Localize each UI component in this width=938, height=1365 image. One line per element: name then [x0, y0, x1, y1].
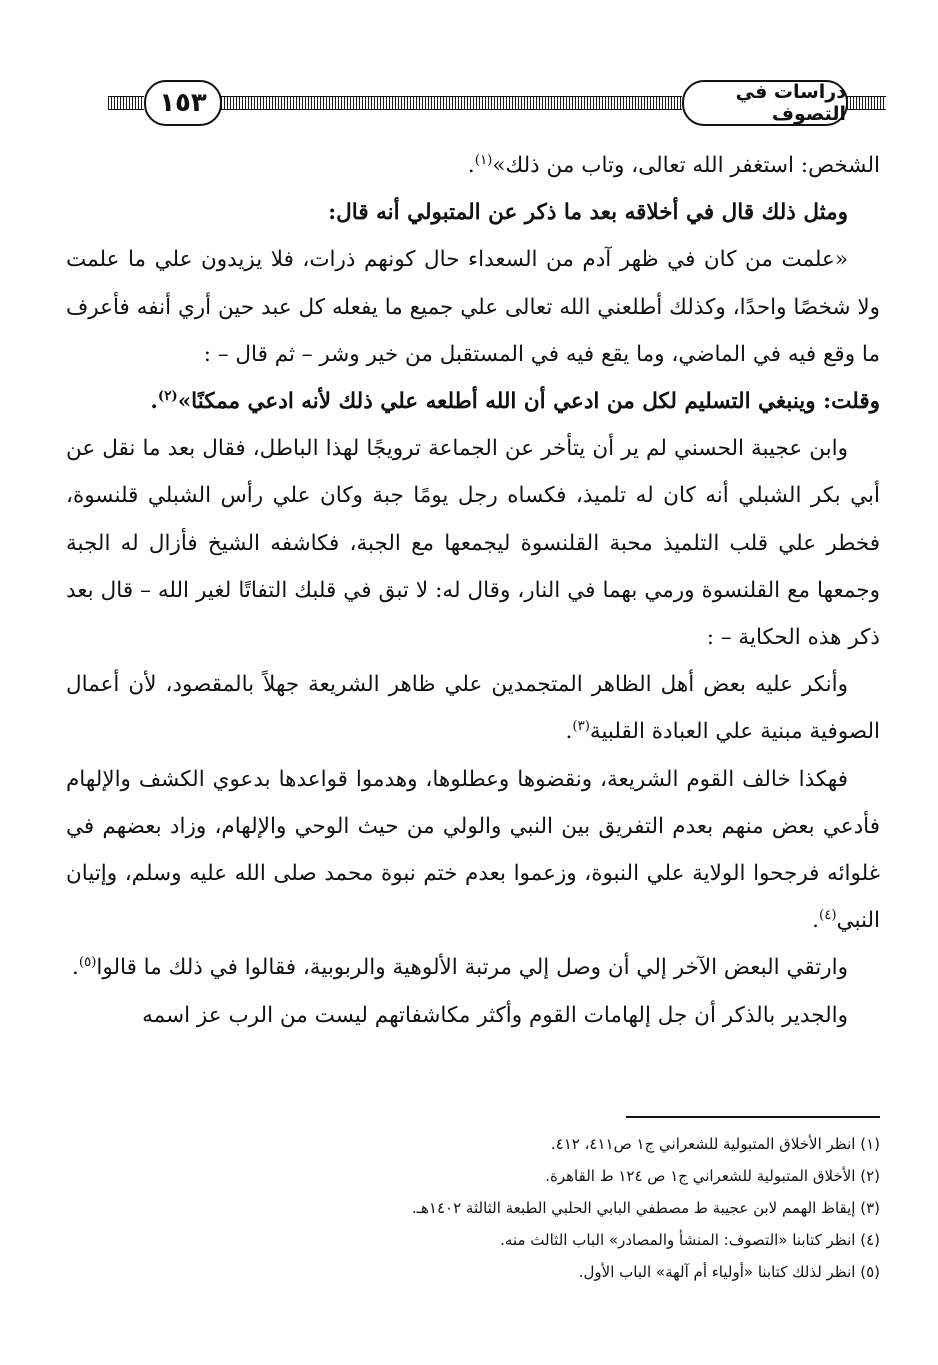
footnote-ref: (٥): [78, 955, 97, 971]
page-number: ١٥٣: [144, 80, 222, 126]
footnote-ref: (٤): [819, 908, 837, 924]
paragraph: والجدير بالذكر أن جل إلهامات القوم وأكثر مكاشفاتهم ليست من الرب عز اسمه: [142, 1002, 848, 1028]
paragraph: الشخص: استغفر الله تعالى، وتاب من ذلك»$^{(١)}$.: [467, 152, 880, 178]
footnote: (٤) انظر كتابنا «التصوف: المنشأ والمصادر» الباب الثالث منه.: [500, 1231, 880, 1249]
paragraph: فهكذا خالف القوم الشريعة، ونقضوها وعطلوها، وهدموا قواعدها بدعوي الكشف والإلهام فأدعي بعض منهم بعدم التفريق بين النبي والولي من حيث الوحي والإلهام، وزاد بعضهم في غلوائه فرجحوا الولاية علي النبوة، وزعموا بعدم ختم نبوة محمد صلى الله عليه وسلم، وإتيان النبي$^{(٤)}$.: [66, 766, 880, 934]
header-title: دراسات في التصوف: [682, 80, 848, 126]
footnote: (٢) الأخلاق المتبولية للشعراني ج١ ص ١٢٤ ط القاهرة.: [545, 1167, 880, 1185]
paragraph: وابن عجيبة الحسني لم ير أن يتأخر عن الجماعة ترويجًا لهذا الباطل، فقال بعد ما نقل عن أبي بكر الشبلي أنه كان له تلميذ، فكساه رجل يومًا جبة وكان علي رأس الشبلي قلنسوة، فخطر علي قلب التلميذ محبة القلنسوة ليجمعها مع الجبة، فكاشفه الشيخ فأزال له الجبة وجمعها مع القلنسوة ورمي بهما في النار، وقال له: لا تبق في قلبك التفاتًا لغير الله – قال بعد ذكر هذه الحكاية – :: [66, 436, 880, 651]
header-ornament-middle: [218, 96, 682, 110]
footnote-ref: (٢): [157, 387, 178, 404]
footnote-ref: (٣): [572, 719, 590, 735]
running-header: [108, 80, 886, 126]
header-ornament-left: [108, 96, 144, 110]
footnote: (٣) إيقاظ الهمم لابن عجيبة ط مصطفي البابي الحلبي الطبعة الثالثة ١٤٠٢هـ.: [411, 1199, 880, 1217]
header-ornament-right: [844, 96, 886, 110]
footnote: (١) انظر الأخلاق المتبولية للشعراني ج١ ص٤١١، ٤١٢.: [550, 1135, 880, 1153]
paragraph: «علمت من كان في ظهر آدم من السعداء حال كونهم ذرات، فلا يزيدون علي ما علمت ولا شخصًا واحدًا، وكذلك أطلعني الله تعالى علي جميع ما يفعله كل عبد حين أري أنفه فأعرف ما وقع فيه في الماضي، وما يقع فيه في المستقبل من خير وشر – ثم قال – :: [66, 247, 880, 367]
footnote-separator: [626, 1116, 880, 1118]
footnote: (٥) انظر لذلك كتابنا «أولياء أم آلهة» الباب الأول.: [578, 1263, 880, 1281]
paragraph: وارتقي البعض الآخر إلي أن وصل إلي مرتبة الألوهية والربوبية، فقالوا في ذلك ما قالوا$^{(٥)}$.: [71, 955, 848, 981]
paragraph: وقلت: وينبغي التسليم لكل من ادعي أن الله أطلعه علي ذلك لأنه ادعي ممكنًا»$^{(٢)}$.: [150, 387, 880, 415]
footnotes: [66, 1128, 880, 1288]
paragraph: وأنكر عليه بعض أهل الظاهر المتجمدين علي ظاهر الشريعة جهلاً بالمقصود، لأن أعمال الصوفية مبنية علي العبادة القلبية$^{(٣)}$.: [66, 672, 880, 745]
footnote-ref: (١): [474, 152, 493, 168]
main-text: [66, 142, 880, 1039]
paragraph: ومثل ذلك قال في أخلاقه بعد ما ذكر عن المتبولي أنه قال:: [328, 200, 848, 226]
